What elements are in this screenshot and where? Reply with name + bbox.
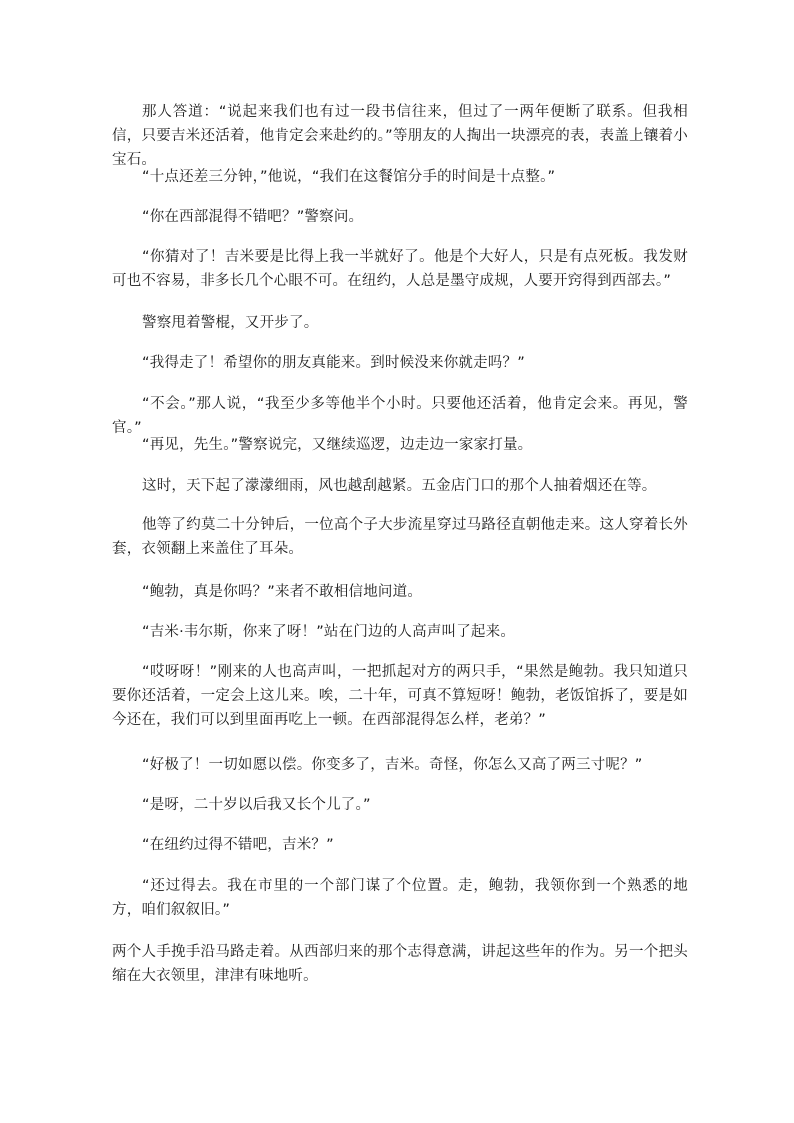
paragraph-4: “你猜对了！吉米要是比得上我一半就好了。他是个大好人，只是有点死板。我发财可也不容易，非多长几个心眼不可。在纽约，人总是墨守成规，人要开窍得到西部去。” <box>112 249 688 289</box>
paragraph-7: “不会。”那人说，“我至少多等他半个小时。只要他还活着，他肯定会来。再见，警官。” <box>112 396 688 436</box>
paragraph-6: “我得走了！希望你的朋友真能来。到时候没来你就走吗？” <box>142 355 525 371</box>
paragraph-9: 这时，天下起了濛濛细雨，风也越刮越紧。五金店门口的那个人抽着烟还在等。 <box>142 478 657 494</box>
paragraph-11: “鲍勃，真是你吗？”来者不敢相信地问道。 <box>142 584 423 600</box>
paragraph-5: 警察甩着警棍，又开步了。 <box>142 315 319 331</box>
paragraph-3: “你在西部混得不错吧？”警察问。 <box>142 209 364 225</box>
paragraph-1: 那人答道：“说起来我们也有过一段书信往来，但过了一两年便断了联系。但我相信，只要吉米还活着，他肯定会来赴约的。”等朋友的人掏出一块漂亮的表，表盖上镶着小宝石。 <box>112 104 688 168</box>
paragraph-17: “还过得去。我在市里的一个部门谋了个位置。走，鲍勃，我领你到一个熟悉的地方，咱们叙叙旧。” <box>112 878 688 918</box>
paragraph-18: 两个人手挽手沿马路走着。从西部归来的那个志得意满，讲起这些年的作为。另一个把头缩在大衣领里，津津有味地听。 <box>112 944 688 984</box>
paragraph-8: “再见，先生。”警察说完，又继续巡逻，边走边一家家打量。 <box>142 437 533 453</box>
paragraph-10: 他等了约莫二十分钟后，一位高个子大步流星穿过马路径直朝他走来。这人穿着长外套，衣领翻上来盖住了耳朵。 <box>112 517 688 557</box>
paragraph-14: “好极了！一切如愿以偿。你变多了，吉米。奇怪，你怎么又高了两三寸呢？” <box>142 757 643 773</box>
paragraph-16: “在纽约过得不错吧，吉米？” <box>142 837 334 853</box>
paragraph-15: “是呀，二十岁以后我又长个儿了。” <box>142 797 371 813</box>
paragraph-13: “哎呀呀！”刚来的人也高声叫，一把抓起对方的两只手，“果然是鲍勃。我只知道只要你还活着，一定会上这儿来。唉，二十年，可真不算短呀！鲍勃，老饭馆拆了，要是如今还在，我们可以到里面再吃上一顿。在西部混得怎么样，老弟？” <box>112 664 688 728</box>
paragraph-12: “吉米·韦尔斯，你来了呀！”站在门边的人高声叫了起来。 <box>142 624 516 640</box>
paragraph-2: “十点还差三分钟，”他说，“我们在这餐馆分手的时间是十点整。” <box>142 169 556 185</box>
